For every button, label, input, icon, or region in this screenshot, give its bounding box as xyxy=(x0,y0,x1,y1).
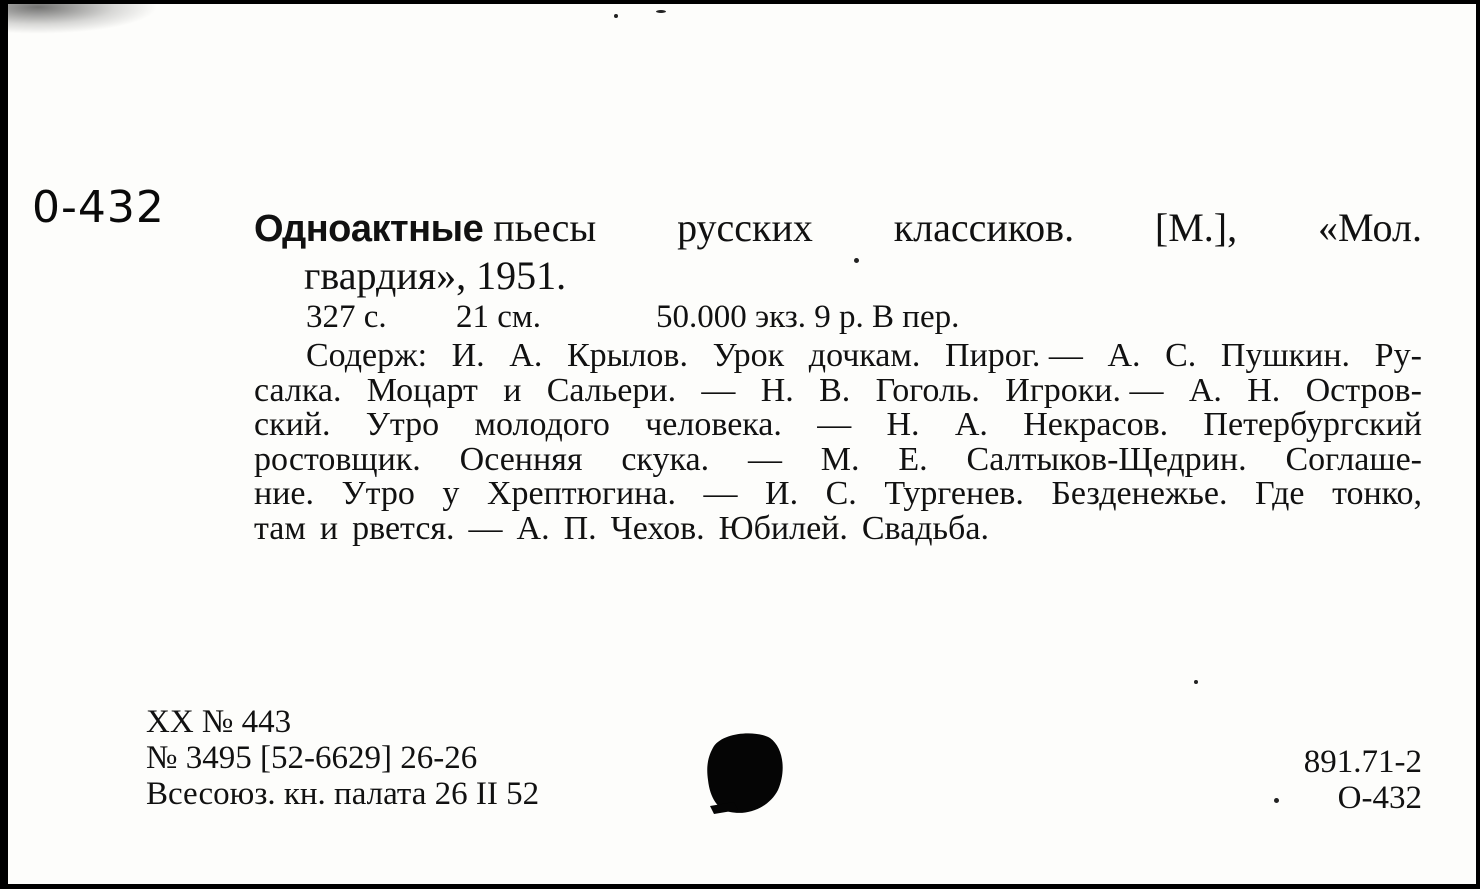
contents-word: Пирог. — xyxy=(945,337,1083,374)
contents-word: Чехов. xyxy=(610,509,705,547)
contents-word: Соглаше- xyxy=(1285,440,1422,478)
contents-word: Хрептюгина. xyxy=(486,475,676,512)
footer-right xyxy=(1304,744,1422,816)
contents-word: С. xyxy=(825,475,857,512)
contents-word: Безденежье. xyxy=(1051,475,1228,512)
contents-word: Свадьба. xyxy=(861,509,989,547)
contents-word: Моцарт xyxy=(366,371,478,409)
ink-speck xyxy=(656,10,666,13)
contents-note xyxy=(254,339,1422,546)
contents-line xyxy=(254,477,1422,512)
shelf-mark: О-432 xyxy=(1337,780,1422,816)
contents-word: П. xyxy=(563,509,597,547)
contents-word: В. xyxy=(819,371,851,409)
book-size: 21 см. xyxy=(456,299,542,335)
contents-word: и xyxy=(319,509,339,547)
contents-word: Гоголь. xyxy=(875,371,980,409)
ink-speck xyxy=(854,258,859,263)
ink-speck xyxy=(1274,798,1279,803)
contents-word: ние. xyxy=(254,475,314,512)
title-word: классиков. xyxy=(893,205,1075,250)
contents-word: скука. xyxy=(621,440,710,478)
contents-line xyxy=(254,408,1422,443)
corner-smudge xyxy=(8,4,158,34)
contents-line xyxy=(254,339,1422,374)
contents-word: — xyxy=(468,509,503,547)
title-line xyxy=(254,204,1422,253)
contents-word: там xyxy=(254,509,306,547)
contents-line xyxy=(254,440,1422,478)
contents-word: Где xyxy=(1255,475,1305,512)
contents-word: Сальери. xyxy=(546,371,677,409)
classification-code: 891.71-2 xyxy=(1303,744,1422,780)
copies-price-binding: 50.000 экз. 9 р. В пер. xyxy=(656,299,960,335)
contents-word: И. xyxy=(765,475,799,512)
handwritten-call-number: 0-432 xyxy=(32,182,165,233)
contents-word: М. xyxy=(820,440,860,478)
contents-word: А. xyxy=(954,406,988,443)
contents-word: Крылов. xyxy=(566,337,688,374)
contents-word: Остров- xyxy=(1305,371,1422,409)
title-word: «Мол. xyxy=(1317,205,1422,250)
contents-word: — xyxy=(703,475,738,512)
contents-word: А. xyxy=(516,509,550,547)
title-word: русских xyxy=(677,205,813,250)
contents-word: ский. xyxy=(254,406,331,443)
catalog-card xyxy=(8,4,1476,884)
ink-speck xyxy=(1194,680,1198,684)
contents-word: Утро xyxy=(365,406,440,443)
contents-word: Ру- xyxy=(1374,337,1422,374)
contents-word: С. xyxy=(1165,337,1197,374)
contents-word: салка. xyxy=(254,371,342,409)
footer-chamber: Всесоюз. кн. палата 26 II 52 xyxy=(146,776,540,812)
contents-word: Некрасов. xyxy=(1023,406,1169,443)
contents-word: Игроки. — xyxy=(1005,371,1164,409)
contents-word: дочкам. xyxy=(808,337,921,374)
contents-word: Петербургский xyxy=(1203,406,1422,443)
contents-word: Тургенев. xyxy=(884,475,1024,512)
footer-left xyxy=(146,704,539,812)
contents-word: у xyxy=(442,475,460,512)
contents-word: Утро xyxy=(341,475,415,512)
contents-word: И. xyxy=(451,337,485,374)
contents-word: Содерж: xyxy=(306,337,428,374)
contents-word: человека. xyxy=(645,406,782,443)
contents-word: молодого xyxy=(474,406,610,443)
contents-word: Н. xyxy=(1247,371,1281,409)
publisher-line: гвардия», 1951. xyxy=(304,253,567,298)
contents-word: и xyxy=(503,371,522,409)
contents-word: Урок xyxy=(712,337,785,374)
contents-word: А. xyxy=(1107,337,1141,374)
title-word: [М.], xyxy=(1154,205,1238,250)
contents-word: Салтыков-Щедрин. xyxy=(966,440,1247,478)
contents-word: ростовщик. xyxy=(254,440,421,478)
collation-line xyxy=(306,297,959,337)
contents-line xyxy=(254,509,1422,547)
title-word: пьесы xyxy=(493,205,597,250)
footer-record-number: № 3495 [52-6629] 26-26 xyxy=(146,740,478,776)
contents-word: А. xyxy=(509,337,543,374)
contents-word: — xyxy=(701,371,736,409)
contents-word: тонко, xyxy=(1332,475,1422,512)
title-bold: Одноактные xyxy=(254,208,484,250)
contents-word: Юбилей. xyxy=(718,509,848,547)
contents-line xyxy=(254,371,1422,409)
contents-word: Е. xyxy=(898,440,928,478)
contents-word: Пушкин. xyxy=(1220,337,1351,374)
contents-word: рвется. xyxy=(352,509,455,547)
contents-word: — xyxy=(817,406,852,443)
footer-series: XX № 443 xyxy=(146,704,292,740)
ink-speck xyxy=(614,14,618,18)
contents-word: А. xyxy=(1188,371,1222,409)
punch-hole xyxy=(704,728,788,818)
page-count: 327 с. xyxy=(306,299,387,335)
contents-word: Осенняя xyxy=(459,440,583,478)
contents-word: Н. xyxy=(886,406,920,443)
contents-word: Н. xyxy=(760,371,794,409)
contents-word: — xyxy=(747,440,782,478)
